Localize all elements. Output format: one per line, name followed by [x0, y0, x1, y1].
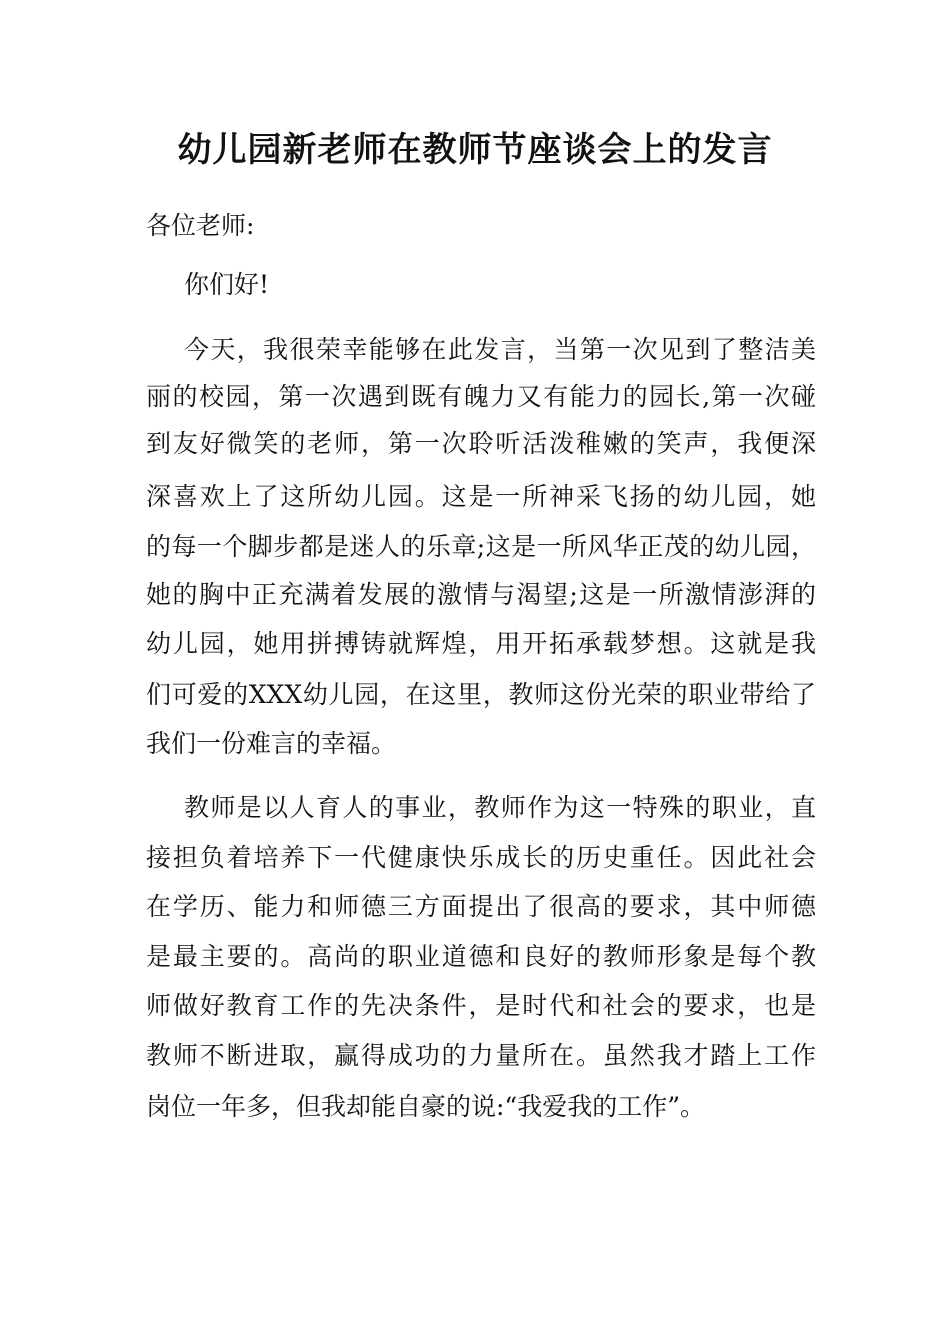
paragraph1-line: 我们一份难言的幸福。 — [146, 729, 397, 758]
paragraph1-line: 丽的校园，第一次遇到既有魄力又有能力的园长,第一次碰 — [146, 382, 816, 411]
paragraph1-line: 她的胸中正充满着发展的激情与渴望;这是一所激情澎湃的 — [146, 580, 816, 609]
paragraph1-line: 到友好微笑的老师，第一次聆听活泼稚嫩的笑声，我便深 — [146, 429, 816, 458]
paragraph1-line: 深喜欢上了这所幼儿园。这是一所神采飞扬的幼儿园，她 — [146, 482, 816, 511]
paragraph2-line: 岗位一年多，但我却能自豪的说:“我爱我的工作”。 — [146, 1092, 705, 1121]
paragraph1-line: 的每一个脚步都是迷人的乐章;这是一所风华正茂的幼儿园， — [146, 532, 816, 561]
paragraph2-line: 在学历、能力和师德三方面提出了很高的要求，其中师德 — [146, 892, 816, 921]
paragraph2-line: 是最主要的。高尚的职业道德和良好的教师形象是每个教 — [146, 942, 816, 971]
paragraph1-line: 们可爱的XXX幼儿园，在这里，教师这份光荣的职业带给了 — [146, 680, 816, 709]
paragraph1-line: 今天，我很荣幸能够在此发言，当第一次见到了整洁美 — [184, 335, 816, 364]
paragraph2-line: 接担负着培养下一代健康快乐成长的历史重任。因此社会 — [146, 843, 816, 872]
salutation: 各位老师: — [146, 211, 255, 240]
document-title: 幼儿园新老师在教师节座谈会上的发言 — [177, 130, 773, 170]
paragraph1-line: 幼儿园，她用拼搏铸就辉煌，用开拓承载梦想。这就是我 — [146, 629, 816, 658]
paragraph2-line: 教师是以人育人的事业，教师作为这一特殊的职业，直 — [184, 793, 816, 822]
paragraph2-line: 教师不断进取，赢得成功的力量所在。虽然我才踏上工作 — [146, 1041, 816, 1070]
paragraph2-line: 师做好教育工作的先决条件，是时代和社会的要求，也是 — [146, 991, 816, 1020]
greeting: 你们好! — [184, 270, 270, 299]
